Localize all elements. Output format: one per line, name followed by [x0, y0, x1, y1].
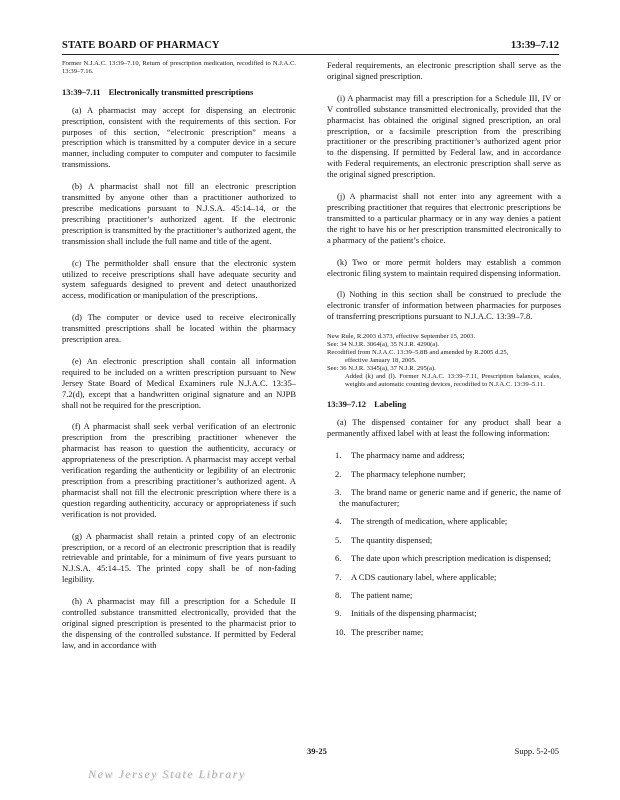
history-note	[327, 333, 561, 388]
paragraph-l: (l) Nothing in this section shall be construed to preclude the electronic transfer of information between pharmacies for purposes of transferring prescriptions pursuant to N.J.A.C. 13:39–7.8.	[327, 289, 561, 322]
list-item: 2. The pharmacy telephone number;	[335, 468, 466, 479]
paragraph-e: (e) An electronic prescription shall contain all information required to be included on a written prescription pursuant to New Jersey State Board of Medical Examiners rule N.J.A.C. 13:35–7.2(d), except that a handwritten original signature and an NJPB shall not be required for the prescription.	[62, 355, 296, 410]
header-section-number: 13:39–7.12	[510, 40, 559, 51]
list-item: 3. The brand name or generic name and if generic, the name of the manufacturer;	[335, 487, 561, 508]
list-item: 5. The quantity dispensed;	[335, 534, 433, 545]
section-number: 13:39–7.12	[327, 399, 366, 410]
paragraph-h: (h) A pharmacist may fill a prescription for a Schedule II controlled substance transmitted electronically, provided that the original signed prescription is presented to the pharmacist prior to the dispensing of the controlled substance. If permitted by Federal law, and in accordance with	[62, 596, 296, 650]
paragraph-g: (g) A pharmacist shall retain a printed copy of an electronic prescription, or a record of an electronic prescription that is readily retrievable and printable, for a minimum of five years pursuant to N.J.S.A. 45:14–15. The printed copy shall be of non-fading legibility.	[62, 530, 296, 585]
library-watermark: New Jersey State Library	[88, 767, 246, 781]
list-item: 7. A CDS cautionary label, where applicable;	[335, 571, 497, 582]
prior-section-note: Former N.J.A.C. 13:39–7.10, Return of prescription medication, recodified to N.J.A.C. 13:39–7.16.	[62, 60, 296, 75]
paragraph-f: (f) A pharmacist shall seek verbal verification of an electronic prescription from the prescribing practitioner whenever the pharmacist has reason to question the authenticity, accuracy or appropriateness of the prescription. A pharmacist may accept verbal verification regarding the authenticity or legibility of an electronic prescription from a prescribing practitioner’s authorized agent. A pharmacist shall not fill the electronic prescription where there is a question regarding authenticity, accuracy or appropriateness if such verification is not provided.	[62, 421, 296, 519]
list-item: 10. The prescriber name;	[335, 626, 424, 637]
section-heading-7-11	[62, 87, 296, 98]
paragraph-c: (c) The permitholder shall ensure that the electronic system utilized to receive prescriptions shall have adequate security and system safeguards designed to prevent and detect unauthorized access, modification or manipulation of the prescriptions.	[62, 257, 296, 301]
history-line: Added (k) and (l). Former N.J.A.C. 13:39–7.11, Prescription balances, scales, weights and automatic counting devices, recodified to N.J.A.C. 13:39–5.11.	[345, 372, 561, 388]
history-line: See: 36 N.J.R. 3345(a), 37 N.J.R. 295(a).	[327, 364, 436, 372]
page-footer	[62, 746, 559, 758]
history-line: See: 34 N.J.R. 3064(a), 35 N.J.R. 4290(a).	[327, 341, 440, 349]
section-title: Labeling	[374, 399, 407, 410]
section-title: Electronically transmitted prescriptions	[108, 86, 254, 97]
page-number: 39-25	[307, 746, 327, 756]
labeling-intro: (a) The dispensed container for any product shall bear a permanently affixed label with at least the following information:	[327, 417, 561, 439]
list-item: 8. The patient name;	[335, 589, 413, 600]
left-column	[62, 60, 296, 662]
history-line: effective January 18, 2005.	[345, 356, 417, 364]
list-item: 1. The pharmacy name and address;	[335, 450, 465, 461]
paragraph-i: (i) A pharmacist may fill a prescription for a Schedule III, IV or V controlled substance transmitted electronically, provided that the pharmacist has obtained the original signed prescription, an oral prescription, or a facsimile prescription from the prescribing practitioner or the prescribing practitioner’s authorized agent prior to the dispensing. If permitted by Federal law, and in accordance with Federal requirements, an electronic prescription shall serve as the original signed prescription.	[327, 92, 561, 180]
paragraph-d: (d) The computer or device used to receive electronically transmitted prescriptions shall be located within the pharmacy prescription area.	[62, 312, 296, 345]
list-item: 6. The date upon which prescription medication is dispensed;	[335, 553, 551, 564]
supplement-date: Supp. 5-2-05	[514, 746, 559, 756]
paragraph-j: (j) A pharmacist shall not enter into any agreement with a prescribing practitioner that requires that electronic prescriptions be transmitted to a particular pharmacy or in any way denies a patient the right to have his or her prescription transmitted electronically to a pharmacy of the patient’s choice.	[327, 191, 561, 245]
running-header	[62, 40, 559, 55]
section-number: 13:39–7.11	[62, 86, 101, 97]
paragraph-k: (k) Two or more permit holders may establish a common electronic filing system to maintain required dispensing information.	[327, 256, 561, 278]
history-line: New Rule, R.2003 d.373, effective September 15, 2003.	[327, 333, 476, 341]
right-column	[327, 60, 561, 645]
paragraph-h-continuation: Federal requirements, an electronic prescription shall serve as the original signed prescription.	[327, 60, 561, 81]
list-item: 4. The strength of medication, where applicable;	[335, 516, 508, 527]
list-item: 9. Initials of the dispensing pharmacist;	[335, 608, 477, 619]
paragraph-a: (a) A pharmacist may accept for dispensing an electronic prescription, consistent with the requirements of this section. For purposes of this section, “electronic prescription” means a prescription which is transmitted by a computer device in a secure manner, including computer to computer and computer to facsimile transmissions.	[62, 104, 296, 170]
paragraph-b: (b) A pharmacist shall not fill an electronic prescription transmitted by anyone other than a practitioner authorized to prescribe medications pursuant to N.J.S.A. 45:14–14, or the prescribing practitioner’s authorized agent. If the electronic prescription is transmitted by the practitioner’s authorized agent, the transmission shall include the full name and title of the agent.	[62, 181, 296, 246]
history-line: Recodified from N.J.A.C. 13:39–5.8B and amended by R.2005 d.25,	[327, 348, 509, 356]
labeling-list	[327, 450, 561, 637]
section-heading-7-12	[327, 399, 561, 410]
header-title: STATE BOARD OF PHARMACY	[62, 40, 220, 51]
